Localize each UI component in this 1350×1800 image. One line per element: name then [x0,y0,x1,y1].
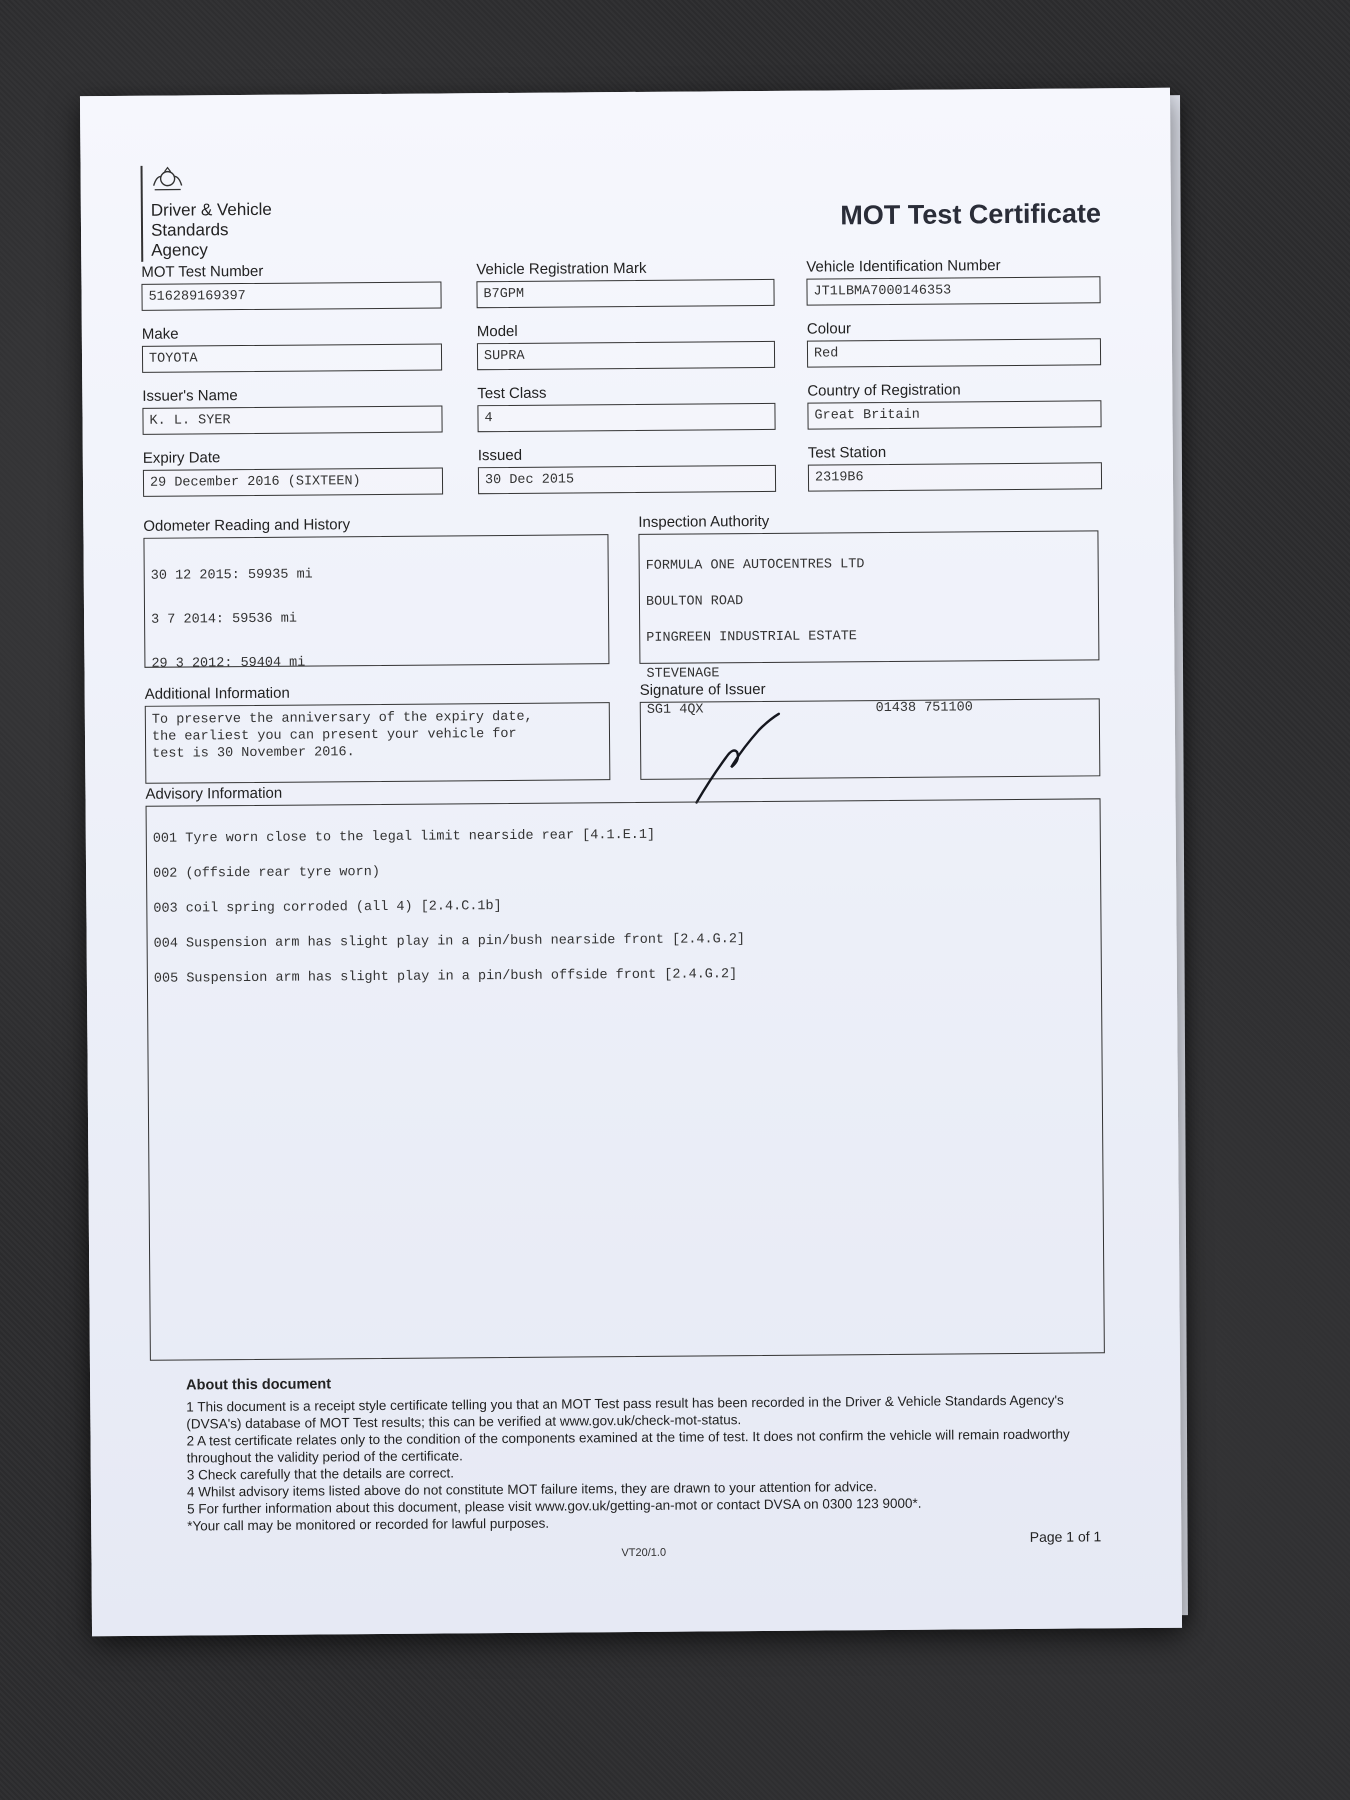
mot-test-number-label: MOT Test Number [141,262,264,281]
signature-field [640,678,1101,780]
odometer-entry: 29 3 2012: 59404 mi [151,655,306,672]
mot-test-number-value: 516289169397 [141,281,441,310]
odometer-label: Odometer Reading and History [143,516,351,535]
advisory-item: 004 Suspension arm has slight play in a pin/bush nearside front [2.4.G.2] [153,931,746,952]
colour-field [807,318,1101,367]
issued-field [478,445,776,494]
about-footnote: *Your call may be monitored or recorded for lawful purposes. [187,1515,550,1534]
about-heading: About this document [186,1376,332,1394]
mot-test-number-field [141,261,441,310]
vin-field [806,256,1100,305]
vrm-value: B7GPM [476,279,774,308]
model-value: SUPRA [477,341,775,370]
inspection-authority-label: Inspection Authority [638,512,770,531]
issuer-name-value: K. L. SYER [142,405,442,434]
test-station-field [808,442,1102,491]
advisory-list [146,798,1105,1360]
about-point: 5 For further information about this document, please visit www.gov.uk/getting-an-mot or contact DVSA on 0300 123 9000*. [187,1495,922,1517]
address-line: BOULTON ROAD [645,594,744,610]
vrm-label: Vehicle Registration Mark [476,259,647,279]
issued-value: 30 Dec 2015 [478,465,776,494]
advisory-item: 001 Tyre worn close to the legal limit nearside rear [4.1.E.1] [152,827,656,847]
page-number: Page 1 of 1 [1029,1528,1102,1545]
issuer-name-label: Issuer's Name [142,387,238,405]
vin-label: Vehicle Identification Number [806,257,1001,276]
form-code: VT20/1.0 [621,1546,667,1560]
address-line: FORMULA ONE AUTOCENTRES LTD [645,557,865,574]
about-point: 3 Check carefully that the details are correct. [186,1465,454,1483]
test-station-label: Test Station [807,443,887,462]
test-class-label: Test Class [477,384,547,403]
test-class-field [477,383,775,432]
about-section [186,1370,1117,1534]
mot-certificate-sheet [80,88,1182,1637]
test-station-value: 2319B6 [808,462,1102,491]
additional-info-label: Additional Information [144,684,290,703]
odometer-entry: 30 12 2015: 59935 mi [150,567,313,584]
expiry-date-field [143,447,443,496]
address-line: STEVENAGE [646,666,720,682]
additional-info-field [145,682,611,784]
vin-value: JT1LBMA7000146353 [806,276,1100,305]
odometer-entry: 3 7 2014: 59536 mi [151,611,297,628]
colour-label: Colour [806,320,852,338]
about-point: 2 A test certificate relates only to the condition of the components examined at the time of test. It does not confirm the vehicle will remain roadworthy throughout the validity period of the certificate. [186,1426,1070,1466]
make-field [142,323,442,372]
about-point: 1 This document is a receipt style certificate telling you that an MOT Test pass result has been recorded in the Driver & Vehicle Standards Agency's (DVSA's) database of MOT Test results; this can be verified at www.gov.uk/check-mot-status. [186,1392,1064,1432]
model-label: Model [476,322,518,341]
colour-value: Red [807,338,1101,367]
additional-info-text: To preserve the anniversary of the expiry date, the earliest you can present your vehicle for test is 30 November 2016. [145,702,611,784]
vrm-field [476,259,774,308]
signature-box [640,698,1101,780]
advisory-item: 002 (offside rear tyre worn) [153,864,380,882]
odometer-field [143,514,609,672]
country-field [807,380,1101,429]
advisory-item: 005 Suspension arm has slight play in a pin/bush offside front [2.4.G.2] [153,966,738,987]
signature-label: Signature of Issuer [639,680,766,699]
make-label: Make [141,325,179,343]
postcode: SG1 4QX [646,702,704,718]
advisory-label: Advisory Information [145,784,283,803]
odometer-history [143,534,609,672]
agency-name: Driver & Vehicle Standards Agency [150,199,272,260]
document-title: MOT Test Certificate [840,198,1102,231]
test-class-value: 4 [477,403,775,432]
advisory-field [145,778,1104,1360]
country-label: Country of Registration [807,381,961,400]
issuer-name-field [142,385,442,434]
expiry-date-value: 29 December 2016 (SIXTEEN) [143,467,443,496]
royal-crest-icon [151,165,185,191]
advisory-item: 003 coil spring corroded (all 4) [2.4.C.1b] [153,898,502,917]
agency-logo [141,165,273,262]
about-point: 4 Whilst advisory items listed above do not constitute MOT failure items, they are drawn to your attention for advice. [186,1479,878,1500]
make-value: TOYOTA [142,343,442,372]
issued-label: Issued [477,446,523,465]
model-field [477,321,775,370]
phone-number: 01438 751100 [875,700,973,717]
address-line: PINGREEN INDUSTRIAL ESTATE [646,629,857,646]
country-value: Great Britain [807,400,1101,429]
expiry-date-label: Expiry Date [142,449,221,467]
